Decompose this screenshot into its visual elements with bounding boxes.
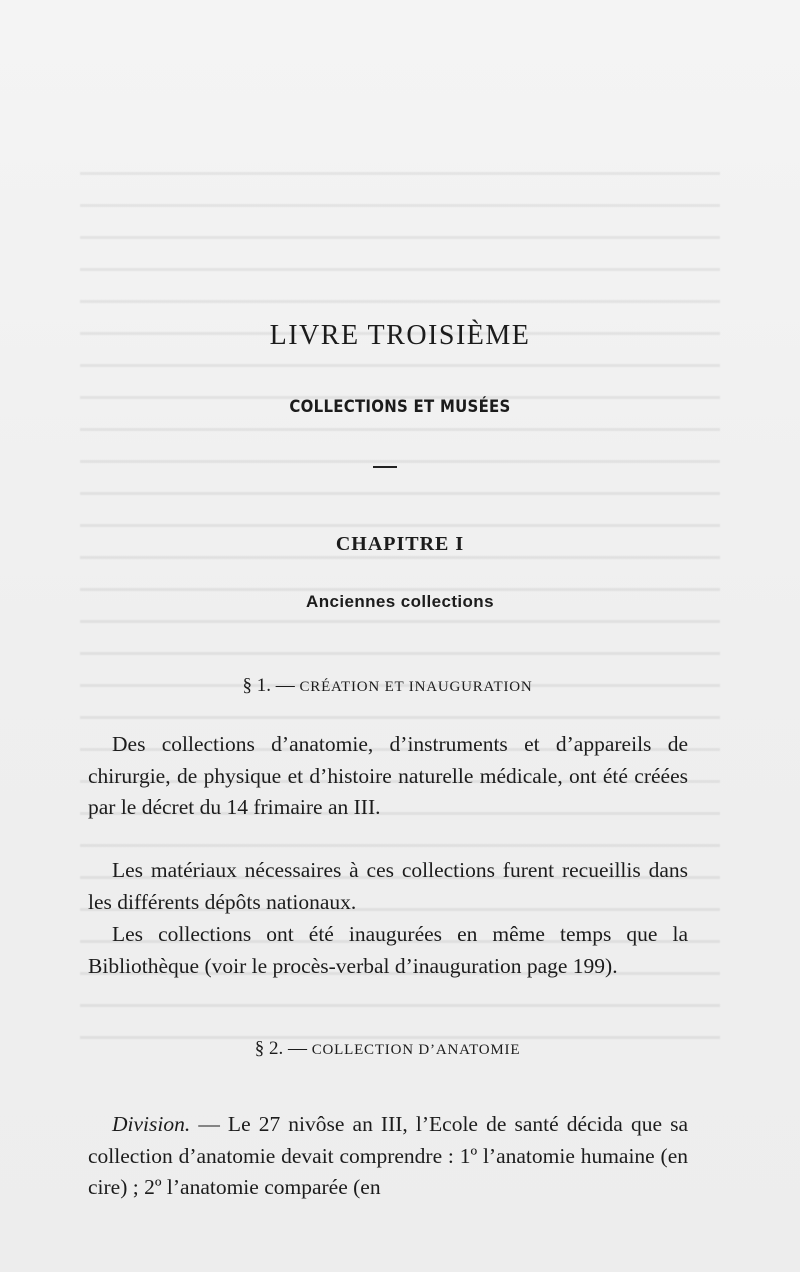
chapter-title: CHAPITRE I (335, 533, 465, 555)
book-section-title: COLLECTIONS ET MUSÉES (289, 397, 511, 417)
section-heading (0, 1038, 775, 1060)
section-heading (0, 675, 775, 697)
division-text: — Le 27 nivôse an III, l’Ecole de santé décida que sa collection d’anatomie devait comprendre : 1º l’anatomie humaine (en cire) ; 2º l’anatomie comparée (en (88, 1112, 688, 1199)
section-heading-text: CRÉATION ET INAUGURATION (299, 679, 533, 695)
division-paragraph (88, 1109, 688, 1204)
divider-rule (373, 466, 397, 468)
paragraph: Les collections ont été inaugurées en même temps que la Bibliothèque (voir le procès-verbal d’inauguration page 199). (88, 922, 688, 978)
section-number: § 2. — (254, 1038, 307, 1059)
chapter-subtitle: Anciennes collections (306, 592, 494, 611)
division-lead: Division. (112, 1112, 191, 1136)
section-number: § 1. — (242, 675, 295, 696)
book-title: LIVRE TROISIÈME (269, 320, 531, 351)
section-heading-text: COLLECTION D’ANATOMIE (311, 1042, 521, 1058)
paragraph: Des collections d’anatomie, d’instruments et d’appareils de chirurgie, de physique et d’histoire naturelle médicale, ont été créées par le décret du 14 frimaire an III. (88, 732, 688, 819)
paragraph: Les matériaux nécessaires à ces collections furent recueillis dans les différents dépôts nationaux. (88, 858, 688, 914)
